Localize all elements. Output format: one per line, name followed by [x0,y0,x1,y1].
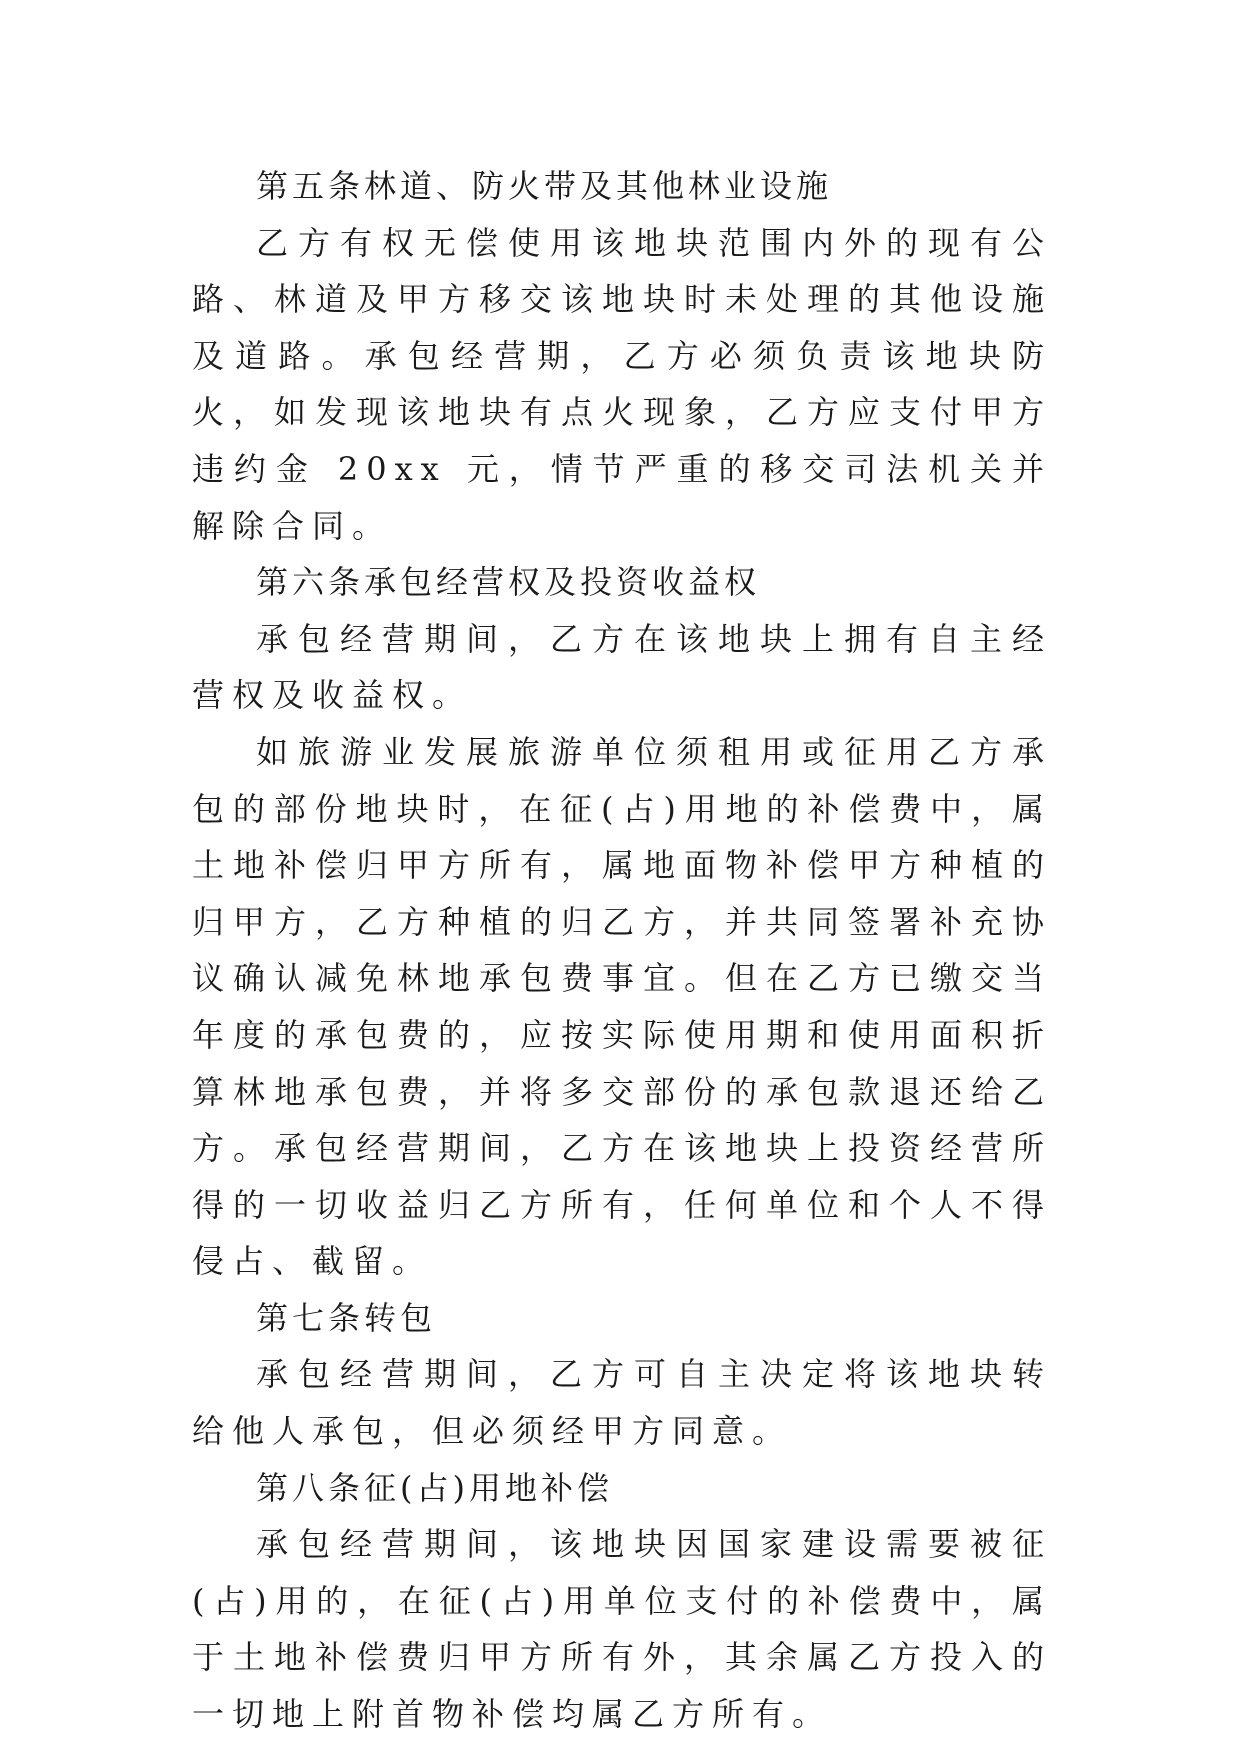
article-8-paragraph: 承包经营期间，该地块因国家建设需要被征(占)用的，在征(占)用单位支付的补偿费中，属于土地补偿费归甲方所有外，其余属乙方投入的一切地上附首物补偿均属乙方所有。 [192,1525,1052,1734]
article-8-heading: 第八条征(占)用地补偿 [256,1468,613,1507]
article-6-heading: 第六条承包经营权及投资收益权 [256,563,761,602]
article-7-paragraph: 承包经营期间，乙方可自主决定将该地块转给他人承包，但必须经甲方同意。 [192,1355,1052,1451]
article-5-paragraph: 乙方有权无偿使用该地块范围内外的现有公路、林道及甲方移交该地块时未处理的其他设施及道路。承包经营期，乙方必须负责该地块防火，如发现该地块有点火现象，乙方应支付甲方违约金 20xx 元，情节严重的移交司法机关并解除合同。 [192,223,1052,545]
article-6-paragraph-2: 如旅游业发展旅游单位须租用或征用乙方承包的部份地块时，在征(占)用地的补偿费中，属土地补偿归甲方所有，属地面物补偿甲方种植的归甲方，乙方种植的归乙方，并共同签署补充协议确认减免林地承包费事宜。但在乙方已缴交当年度的承包费的，应按实际使用期和使用面积折算林地承包费，并将多交部份的承包款退还给乙方。承包经营期间，乙方在该地块上投资经营所得的一切收益归乙方所有，任何单位和个人不得侵占、截留。 [192,732,1052,1281]
document-body [192,158,1052,1743]
article-6-paragraph-1: 承包经营期间，乙方在该地块上拥有自主经营权及收益权。 [192,619,1052,715]
article-5-heading: 第五条林道、防火带及其他林业设施 [256,167,833,205]
article-7-heading: 第七条转包 [256,1298,437,1337]
